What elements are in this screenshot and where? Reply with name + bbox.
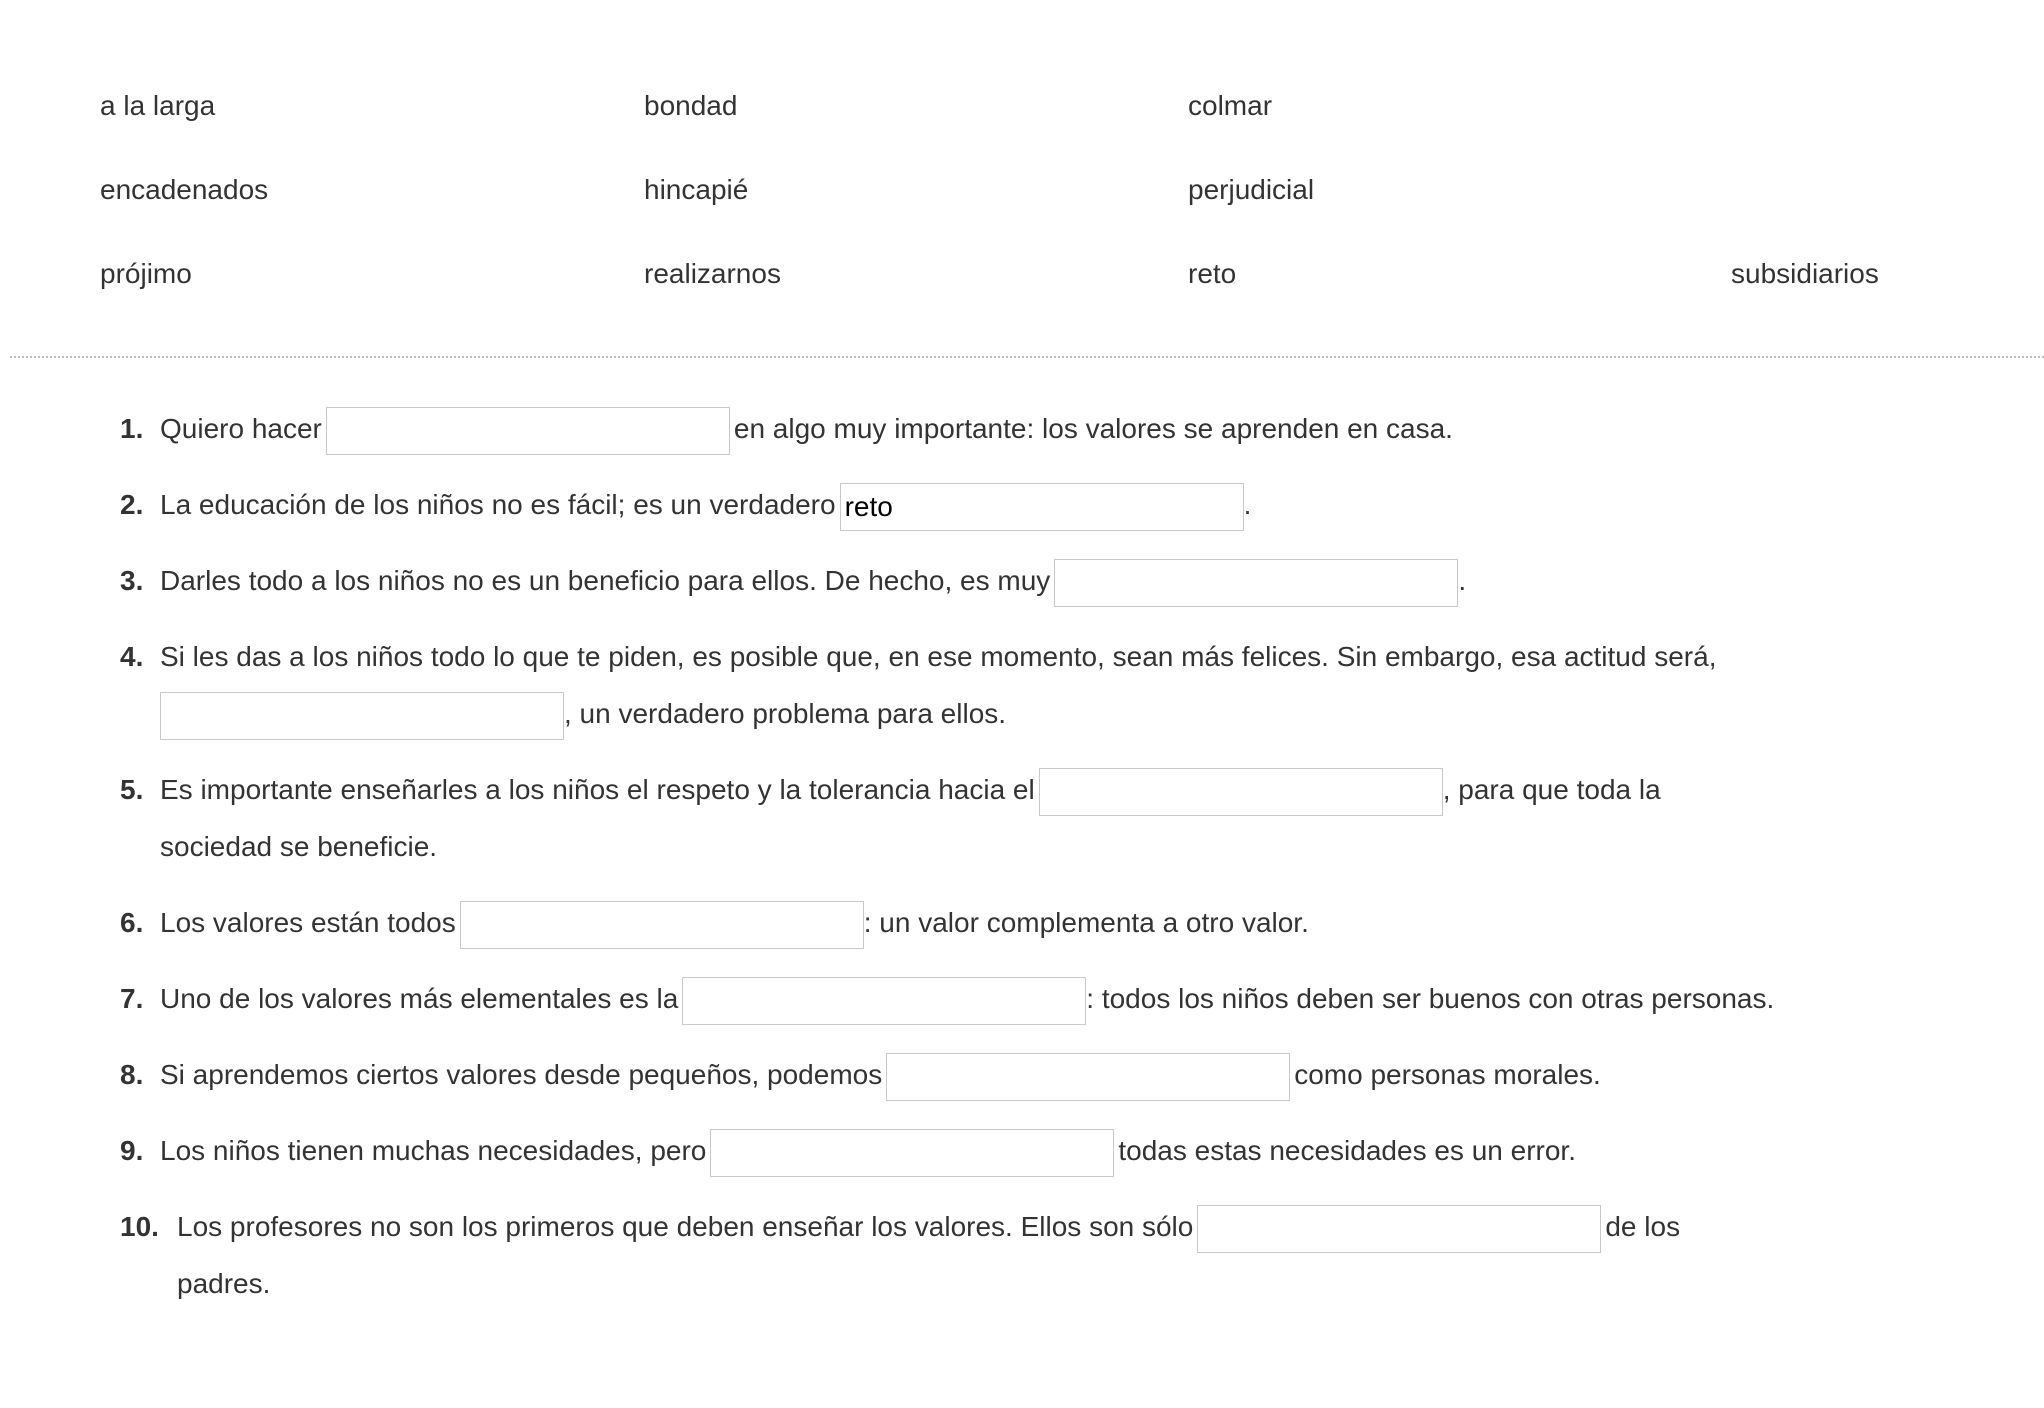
question-item [120, 1046, 1780, 1103]
divider [10, 356, 2044, 358]
question-number: 10. [120, 1211, 159, 1242]
question-item [120, 628, 1780, 742]
answer-input[interactable] [886, 1053, 1290, 1101]
word-bank [0, 0, 2044, 356]
answer-input[interactable] [710, 1129, 1114, 1177]
word-bank-item: bondad [644, 90, 738, 121]
question-text-after: . [1243, 489, 1252, 520]
question-number: 7. [120, 983, 144, 1014]
answer-input[interactable] [840, 483, 1244, 531]
word-bank-item: colmar [1188, 90, 1273, 121]
question-text-before: Los profesores no son los primeros que deben enseñar los valores. Ellos son sólo [177, 1211, 1194, 1242]
question-item [120, 894, 1780, 951]
question-text-after: , para que toda la sociedad se beneficie. [160, 774, 1661, 862]
word-bank-item: perjudicial [1188, 174, 1315, 205]
answer-input[interactable] [160, 692, 564, 740]
question-text-before: Darles todo a los niños no es un beneficio para ellos. De hecho, es muy [160, 565, 1051, 596]
question-text-after: . [1458, 565, 1467, 596]
question-list [120, 400, 1780, 1331]
answer-input[interactable] [1039, 768, 1443, 816]
question-item [120, 552, 1780, 609]
word-bank-item: hincapié [644, 174, 749, 205]
question-text-after: : un valor complementa a otro valor. [863, 907, 1309, 938]
question-item [120, 400, 1780, 457]
question-text-before: Es importante enseñarles a los niños el respeto y la tolerancia hacia el [160, 774, 1035, 805]
question-number: 6. [120, 907, 144, 938]
question-number: 4. [120, 641, 144, 672]
word-bank-item: subsidiarios [1731, 258, 1879, 289]
question-text-before: La educación de los niños no es fácil; es un verdadero [160, 489, 836, 520]
answer-input[interactable] [460, 901, 864, 949]
word-bank-item: encadenados [100, 174, 269, 205]
question-text-after: , un verdadero problema para ellos. [564, 698, 1007, 729]
question-item [120, 1198, 1780, 1312]
question-number: 2. [120, 489, 144, 520]
word-bank-item: a la larga [100, 90, 216, 121]
word-bank-item: prójimo [100, 258, 192, 289]
question-number: 9. [120, 1135, 144, 1166]
question-text-after: de los padres. [177, 1211, 1681, 1299]
question-text-before: Uno de los valores más elementales es la [160, 983, 679, 1014]
question-number: 8. [120, 1059, 144, 1090]
question-text-after: en algo muy importante: los valores se aprenden en casa. [733, 413, 1453, 444]
word-bank-item: reto [1188, 258, 1237, 289]
question-item [120, 476, 1780, 533]
question-text-after: : todos los niños deben ser buenos con otras personas. [1086, 983, 1775, 1014]
question-number: 1. [120, 413, 144, 444]
question-text-before: Los niños tienen muchas necesidades, pero [160, 1135, 707, 1166]
question-text-before: Si aprendemos ciertos valores desde pequeños, podemos [160, 1059, 883, 1090]
question-text-before: Si les das a los niños todo lo que te piden, es posible que, en ese momento, sean más felices. Sin embargo, esa actitud será, [160, 641, 1717, 672]
word-bank-item: realizarnos [644, 258, 781, 289]
question-number: 3. [120, 565, 144, 596]
answer-input[interactable] [682, 977, 1086, 1025]
question-number: 5. [120, 774, 144, 805]
question-item [120, 761, 1780, 875]
question-text-before: Quiero hacer [160, 413, 322, 444]
answer-input[interactable] [1054, 559, 1458, 607]
question-text-after: como personas morales. [1294, 1059, 1601, 1090]
question-text-before: Los valores están todos [160, 907, 456, 938]
answer-input[interactable] [326, 407, 730, 455]
question-text-after: todas estas necesidades es un error. [1118, 1135, 1576, 1166]
question-item [120, 1122, 1780, 1179]
question-item [120, 970, 1780, 1027]
answer-input[interactable] [1197, 1205, 1601, 1253]
